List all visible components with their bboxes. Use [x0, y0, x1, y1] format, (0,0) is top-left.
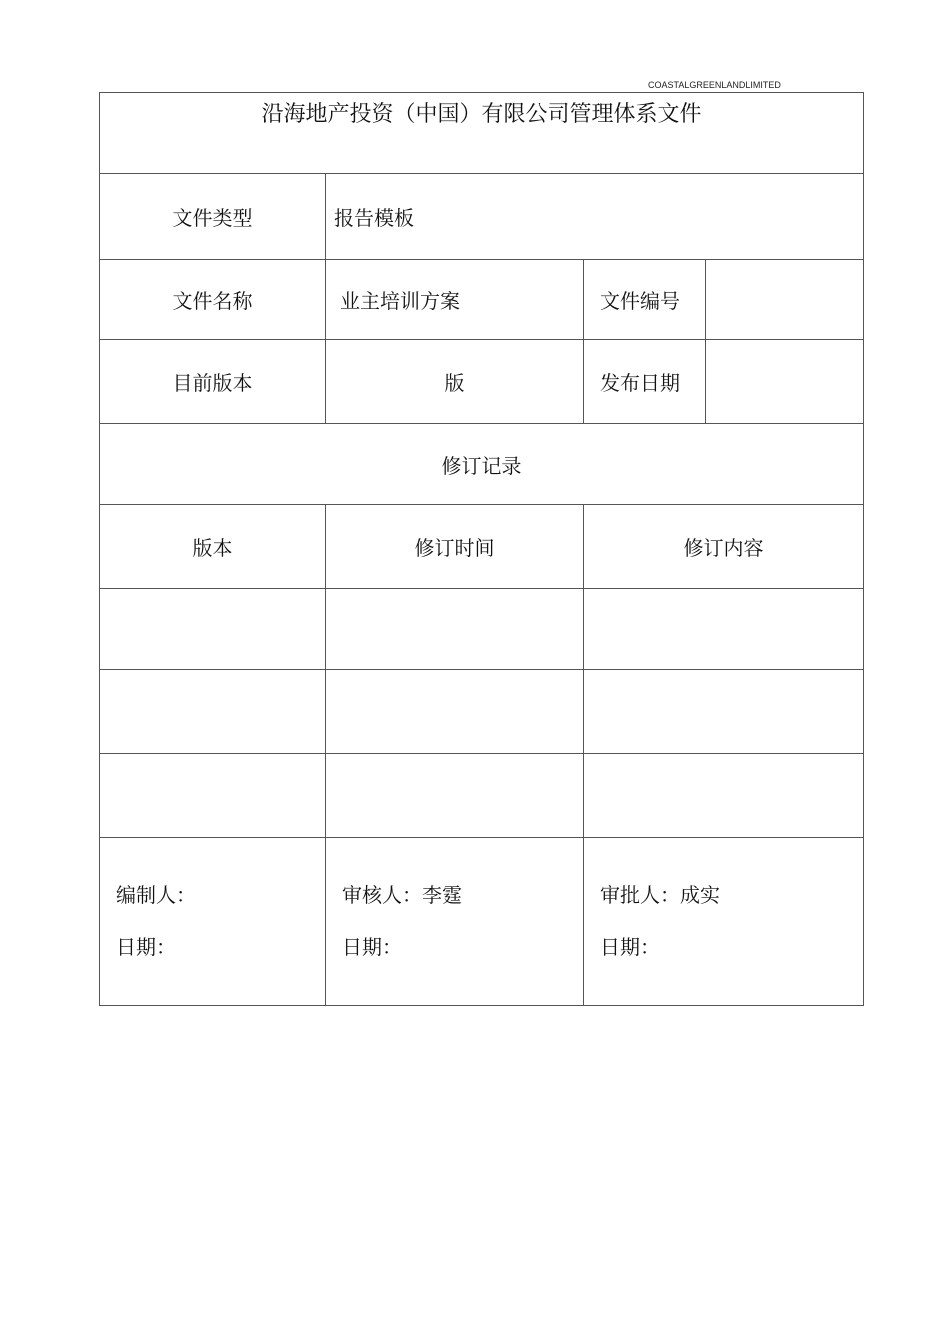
- reviewer-date: 日期：: [342, 935, 402, 959]
- revision-cell: [100, 589, 326, 670]
- revision-cell: [584, 589, 864, 670]
- file-type-row: [100, 174, 864, 260]
- approver-label: 审批人：成实: [600, 883, 720, 907]
- signoff-row: [100, 838, 864, 1006]
- revision-cell: [326, 670, 584, 754]
- revision-column-version: 版本: [100, 505, 326, 589]
- title-row: [100, 93, 864, 174]
- file-number-value: [706, 260, 864, 340]
- file-name-label: 文件名称: [100, 260, 326, 340]
- preparer-date: 日期：: [116, 935, 176, 959]
- revision-header-row: [100, 505, 864, 589]
- current-version-label: 目前版本: [100, 340, 326, 424]
- file-type-label: 文件类型: [100, 174, 326, 260]
- file-name-row: [100, 260, 864, 340]
- revision-record-title: 修订记录: [100, 424, 864, 505]
- file-name-value: 业主培训方案: [326, 260, 584, 340]
- version-row: [100, 340, 864, 424]
- approver-date: 日期：: [600, 935, 660, 959]
- table-row: [100, 670, 864, 754]
- table-row: [100, 754, 864, 838]
- revision-cell: [584, 670, 864, 754]
- reviewer-label: 审核人：李霆: [342, 883, 462, 907]
- company-english-name: COASTALGREENLANDLIMITED: [648, 80, 781, 90]
- revision-column-content: 修订内容: [584, 505, 864, 589]
- reviewer-cell: [326, 838, 584, 1006]
- file-type-value: 报告模板: [326, 174, 864, 260]
- revision-cell: [326, 754, 584, 838]
- revision-cell: [326, 589, 584, 670]
- file-number-label: 文件编号: [584, 260, 706, 340]
- revision-cell: [100, 670, 326, 754]
- revision-cell: [100, 754, 326, 838]
- approver-cell: [584, 838, 864, 1006]
- publish-date-label: 发布日期: [584, 340, 706, 424]
- current-version-value: 版: [326, 340, 584, 424]
- preparer-cell: [100, 838, 326, 1006]
- publish-date-value: [706, 340, 864, 424]
- revision-cell: [584, 754, 864, 838]
- table-row: [100, 589, 864, 670]
- document-title: 沿海地产投资（中国）有限公司管理体系文件: [100, 93, 864, 174]
- preparer-label: 编制人：: [116, 883, 196, 907]
- revision-section-row: [100, 424, 864, 505]
- revision-column-time: 修订时间: [326, 505, 584, 589]
- document-control-table: [99, 92, 864, 1006]
